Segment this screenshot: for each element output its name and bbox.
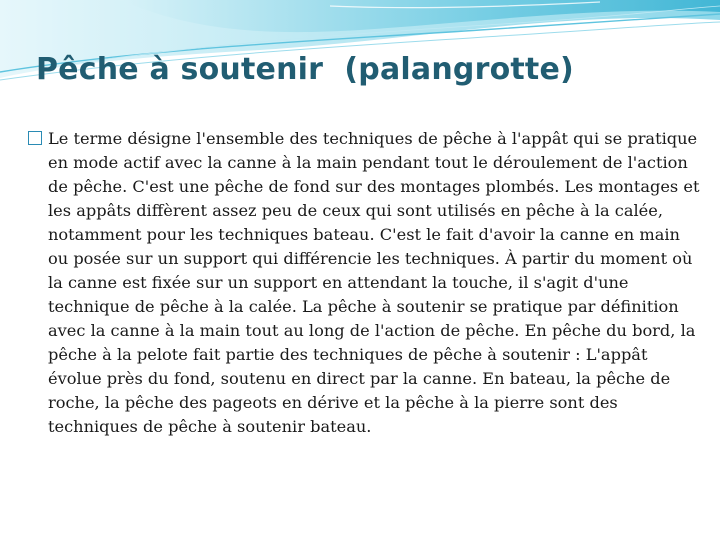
square-bullet-icon [28, 131, 42, 145]
bullet-item [28, 127, 700, 439]
slide-title: Pêche à soutenir (palangrotte) [36, 52, 574, 87]
bullet-text: Le terme désigne l'ensemble des techniques de pêche à l'appât qui se pratique en mode actif avec la canne à la main pendant tout le déroulement de l'action de pêche. C'est une pêche de fond sur des montages plombés. Les montages et les appâts diffèrent assez peu de ceux qui sont utilisés en pêche à la calée, notamment pour les techniques bateau. C'est le fait d'avoir la canne en main ou posée sur un support qui différencie les techniques. À partir du moment où la canne est fixée sur un support en attendant la touche, il s'agit d'une technique de pêche à la calée. La pêche à soutenir se pratique par définition avec la canne à la main tout au long de l'action de pêche. En pêche du bord, la pêche à la pelote fait partie des techniques de pêche à soutenir : L'appât évolue près du fond, soutenu en direct par la canne. En bateau, la pêche de roche, la pêche des pageots en dérive et la pêche à la pierre sont des techniques de pêche à soutenir bateau. [48, 129, 700, 436]
